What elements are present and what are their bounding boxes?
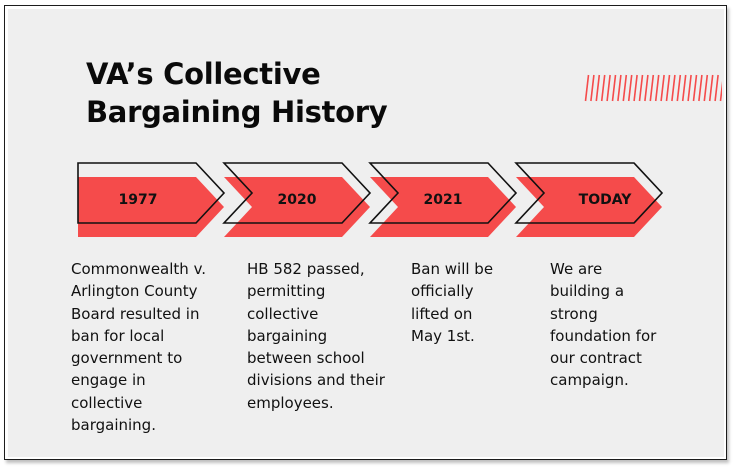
timeline-description-2021: Ban will be officially lifted on May 1st. bbox=[411, 260, 494, 345]
timeline-label-1977: 1977 bbox=[118, 192, 158, 208]
title-line-2: Bargaining History bbox=[86, 95, 388, 129]
timeline-label-2021: 2021 bbox=[423, 192, 463, 208]
timeline-description-today: We are building a strong foundation for our contract campaign. bbox=[550, 260, 657, 390]
timeline-label-today: TODAY bbox=[578, 192, 632, 208]
title-line-1: VA’s Collective bbox=[86, 57, 321, 91]
timeline-description-1977: Commonwealth v. Arlington County Board resulted in ban for local government to engage in collective bargaining. bbox=[71, 260, 207, 435]
timeline-description-2020: HB 582 passed, permitting collective bargaining between school divisions and their employees. bbox=[247, 260, 385, 412]
timeline-label-2020: 2020 bbox=[277, 192, 317, 208]
